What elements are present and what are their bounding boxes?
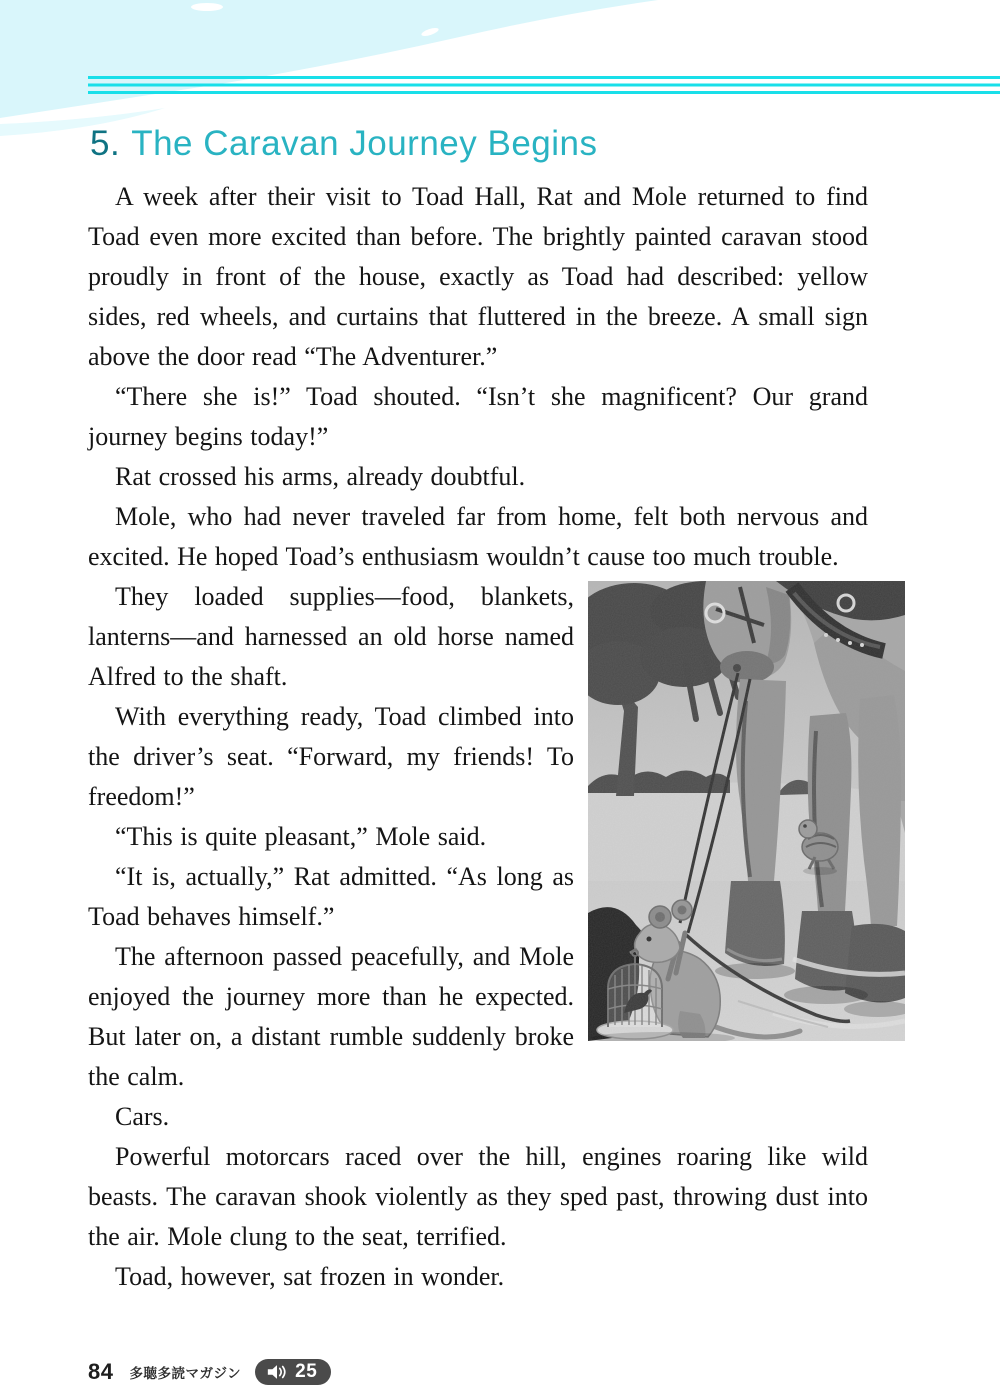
paragraph-4: Mole, who had never traveled far from home, felt both nervous and excited. He hoped Toad’s enthusiasm wouldn’t cause too much trouble.: [88, 502, 868, 571]
paragraph-5: They loaded supplies—food, blankets, lanterns—and harnessed an old horse named Alfred to the shaft.: [88, 582, 574, 691]
speaker-icon: [266, 1363, 288, 1381]
chapter-title: [90, 124, 868, 164]
paragraph-3: Rat crossed his arms, already doubtful.: [115, 462, 526, 491]
magazine-name: 多聴多読マガジン: [129, 1366, 242, 1381]
caravan-illustration: [588, 581, 905, 1041]
paragraph-11: Powerful motorcars raced over the hill, engines roaring like wild beasts. The caravan shook violently as they sped past, throwing dust into the air. Mole clung to the seat, terrified.: [88, 1142, 868, 1251]
audio-track-number: 25: [295, 1361, 318, 1382]
illustration-graphic: [588, 581, 905, 1041]
teal-stripes: [88, 76, 1000, 94]
article: [88, 124, 868, 1297]
paragraph-10: Cars.: [115, 1102, 170, 1131]
chapter-title-text: The Caravan Journey Begins: [131, 124, 598, 163]
paragraph-2: “There she is!” Toad shouted. “Isn’t she magnificent? Our grand journey begins today!”: [88, 382, 868, 451]
paragraph-8: “It is, actually,” Rat admitted. “As long as Toad behaves himself.”: [88, 862, 574, 931]
paragraph-1: A week after their visit to Toad Hall, Rat and Mole returned to find Toad even more excited than before. The brightly painted caravan stood proudly in front of the house, exactly as Toad had described: yellow sides, red wheels, and curtains that fluttered in the breeze. A small sign above the door read “The Adventurer.”: [88, 182, 868, 371]
audio-track-badge: [255, 1359, 331, 1385]
chapter-number: 5.: [90, 124, 121, 163]
page-footer: [88, 1358, 331, 1386]
paragraph-6: With everything ready, Toad climbed into the driver’s seat. “Forward, my friends! To freedom!”: [88, 702, 574, 811]
page-number: 84: [88, 1359, 114, 1384]
paragraph-7: “This is quite pleasant,” Mole said.: [115, 822, 487, 851]
paragraph-9: The afternoon passed peacefully, and Mole enjoyed the journey more than he expected. But later on, a distant rumble suddenly broke the calm.: [88, 942, 574, 1091]
paragraph-12: Toad, however, sat frozen in wonder.: [115, 1262, 505, 1291]
